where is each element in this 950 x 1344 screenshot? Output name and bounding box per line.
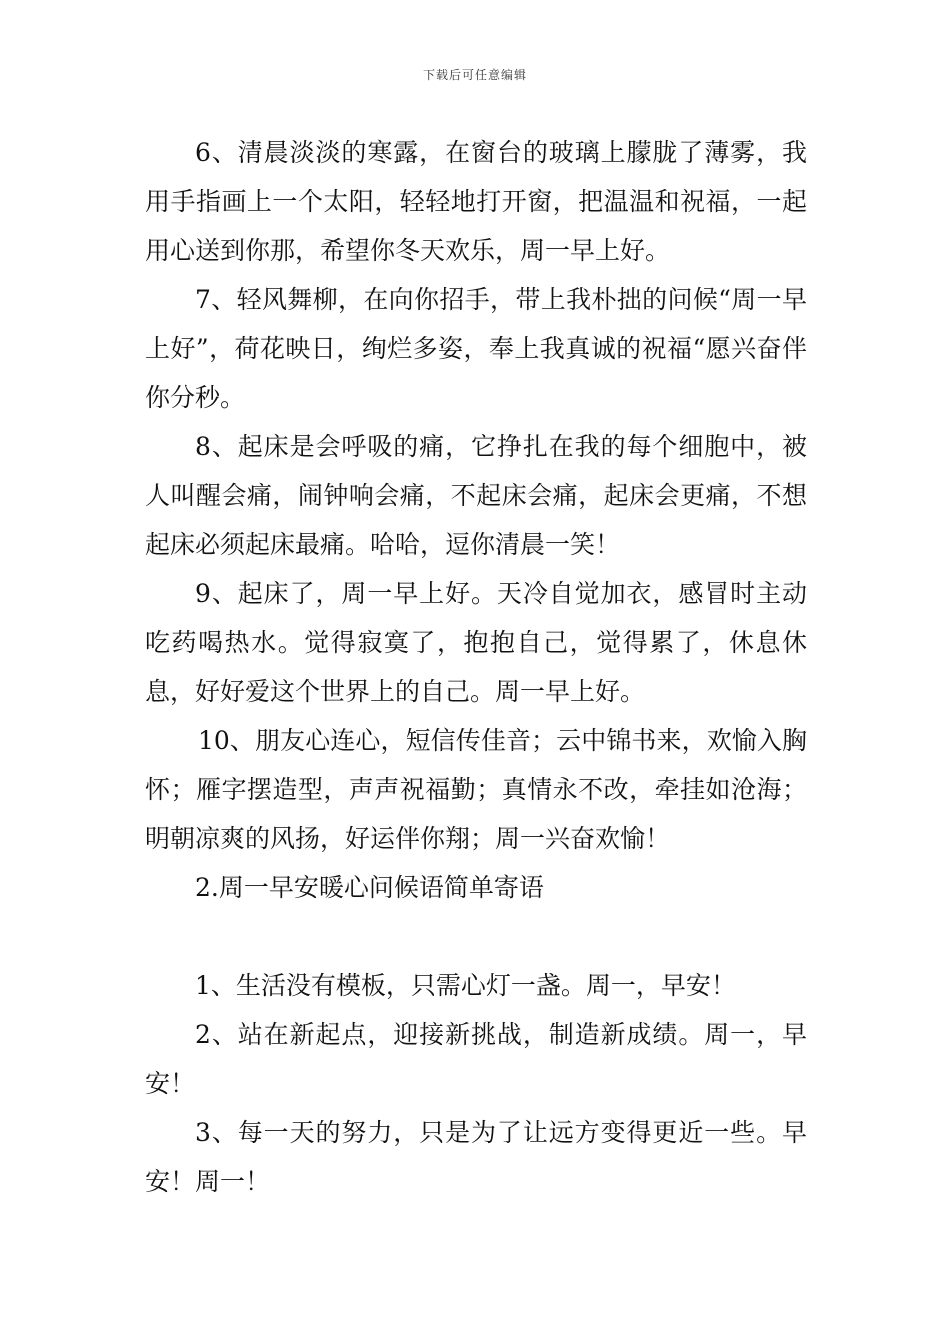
section-gap <box>145 912 807 961</box>
paragraph-9: 9、起床了，周一早上好。天冷自觉加衣，感冒时主动吃药喝热水。觉得寂寞了，抱抱自己，觉得累了，休息休息，好好爱这个世界上的自己。周一早上好。 <box>145 579 807 706</box>
page-header: 下载后可任意编辑 <box>422 68 527 82</box>
paragraph-8: 8、起床是会呼吸的痛，它挣扎在我的每个细胞中，被人叫醒会痛，闹钟响会痛，不起床会痛，起床会更痛，不想起床必须起床最痛。哈哈，逗你清晨一笑！ <box>145 432 807 559</box>
paragraph-7: 7、轻风舞柳，在向你招手，带上我朴拙的问候“周一早上好”，荷花映日，绚烂多姿，奉上我真诚的祝福“愿兴奋伴你分秒。 <box>145 285 807 412</box>
paragraph-s2-2: 2、站在新起点，迎接新挑战，制造新成绩。周一，早安！ <box>145 1020 807 1098</box>
section-heading: 2.周一早安暖心问候语简单寄语 <box>195 873 544 902</box>
document-body <box>145 128 807 1206</box>
paragraph-6: 6、清晨淡淡的寒露，在窗台的玻璃上朦胧了薄雾，我用手指画上一个太阳，轻轻地打开窗，把温温和祝福，一起用心送到你那，希望你冬天欢乐，周一早上好。 <box>145 138 807 265</box>
paragraph-s2-1: 1、生活没有模板，只需心灯一盏。周一，早安！ <box>195 971 736 1000</box>
paragraph-10: 10、朋友心连心，短信传佳音；云中锦书来，欢愉入胸怀；雁字摆造型，声声祝福勤；真情永不改，牵挂如沧海；明朝凉爽的风扬，好运伴你翔；周一兴奋欢愉！ <box>145 726 807 853</box>
paragraph-s2-3: 3、每一天的努力，只是为了让远方变得更近一些。早安！周一！ <box>145 1118 807 1196</box>
